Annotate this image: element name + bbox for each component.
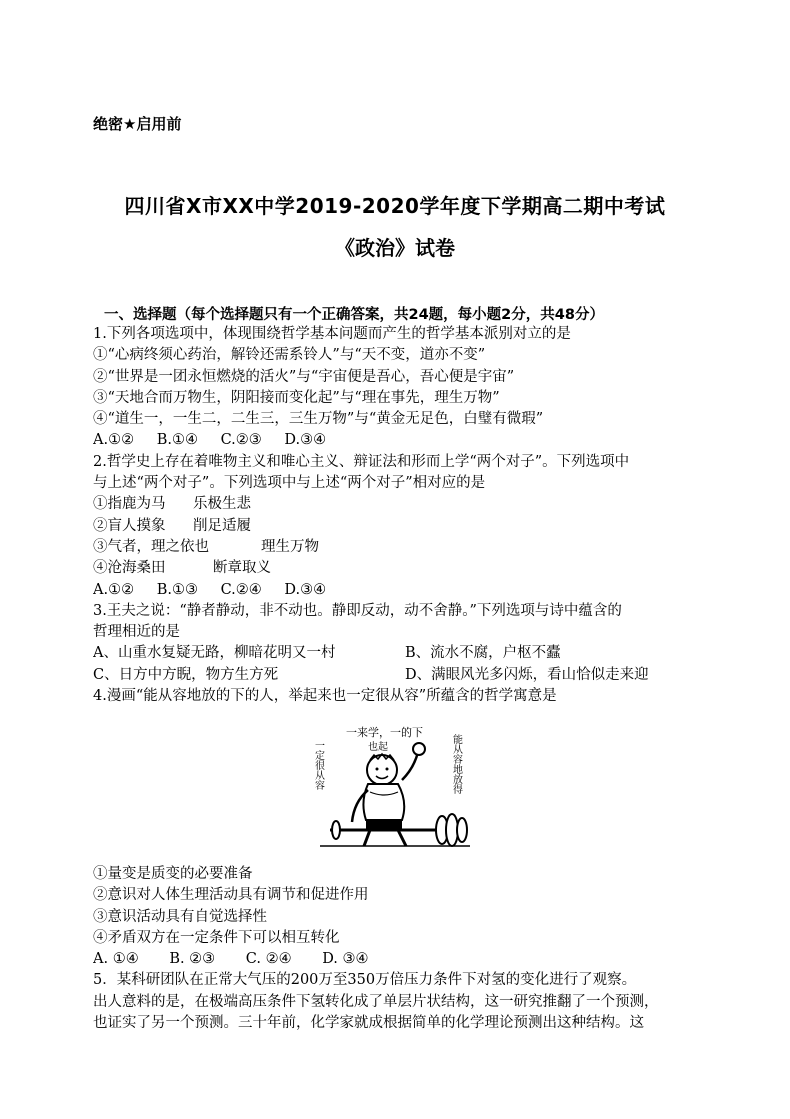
q2-item-a: ①指鹿为马: [93, 496, 166, 513]
svg-text:能从容地放得: 能从容地放得: [450, 734, 462, 794]
q3-option-d: D、满眼风光多闪烁，看山恰似走来迎: [405, 666, 649, 683]
q3-option-b: B、流水不腐，户枢不蠹: [405, 645, 561, 662]
q4-option-b: B. ②③: [169, 951, 216, 968]
cartoon-left-text: [313, 740, 325, 791]
q2-option-c: C.②④: [220, 581, 262, 598]
q1-item: ③“天地合而万物生，阴阳接而变化起”与“理在事先，理生万物”: [93, 389, 500, 406]
q3-stem: 3.王夫之说：“静者静动，非不动也。静即反动，动不舍静。”下列选项与诗中蕴含的: [93, 602, 622, 619]
q2-item: [93, 494, 703, 515]
q4-option-c: C. ②④: [245, 951, 292, 968]
exam-title: 四川省X市XX中学2019-2020学年度下学期高二期中考试: [124, 194, 666, 218]
q2-stem: 2.哲学史上存在着唯物主义和唯心主义、辩证法和形而上学“两个对子”。下列选项中: [93, 453, 630, 470]
q4-option-a: A. ①④: [93, 951, 139, 968]
q2-item-b: 削足适履: [193, 517, 251, 534]
q2-item-b: 断章取义: [213, 560, 271, 577]
q2-option-b: B.①③: [156, 581, 198, 598]
q4-option-d: D. ③④: [322, 951, 369, 968]
q4-item: ③意识活动具有自觉选择性: [93, 908, 267, 925]
q2-option-a: A.①②: [93, 581, 135, 598]
q1-item: ①“心病终须心药治，解铃还需系铃人”与“天不变，道亦不变”: [93, 347, 486, 364]
q2-item: [93, 558, 703, 579]
q3-option-c: C、日方中方睨，物方生方死: [93, 666, 279, 683]
q5-line: 5．某科研团队在正常大气压的200万至350万倍压力条件下对氢的变化进行了观察。: [93, 972, 637, 989]
q5-line: 也证实了另一个预测。三十年前，化学家就成根据简单的化学理论预测出这种结构。这: [93, 1015, 644, 1032]
q2-stem-cont: 与上述“两个对子”。下列选项中与上述“两个对子”相对应的是: [93, 475, 486, 492]
q4-item: ①量变是质变的必要准备: [93, 866, 253, 882]
q3-stem-cont: 哲理相近的是: [93, 624, 180, 641]
q2-item: [93, 516, 703, 537]
weightlifter-cartoon: [310, 722, 480, 852]
q5-line: 出人意料的是，在极端高压条件下氢转化成了单层片状结构，这一研究推翻了一个预测，: [93, 993, 659, 1010]
section-heading: 一、选择题（每个选择题只有一个正确答案，共24题，每小题2分，共48分）: [104, 307, 604, 323]
q3-option-a: A、山重水复疑无路，柳暗花明又一村: [93, 645, 336, 662]
q3-options-row1: [93, 643, 703, 664]
q1-options: [93, 430, 703, 451]
q4-item: ④矛盾双方在一定条件下可以相互转化: [93, 929, 340, 946]
q1-option-a: A.①②: [93, 432, 135, 449]
q2-item: [93, 537, 703, 558]
q1-option-d: D.③④: [284, 432, 327, 449]
q1-option-b: B.①④: [156, 432, 198, 449]
q4-item: ②意识对人体生理活动具有调节和促进作用: [93, 887, 369, 904]
q2-item-a: ③气者，理之依也: [93, 538, 209, 555]
q2-options: [93, 580, 703, 601]
cartoon-top-text: 一来学，一的下: [346, 726, 423, 739]
cartoon-top-text2: 也起: [368, 742, 388, 753]
q1-option-c: C.②③: [220, 432, 262, 449]
q1-item: ②“世界是一团永恒燃烧的活火”与“宇宙便是吾心，吾心便是宇宙”: [93, 368, 515, 385]
q3-options-row2: [93, 665, 703, 686]
q2-option-d: D.③④: [284, 581, 327, 598]
q2-item-b: 理生万物: [261, 538, 319, 555]
q2-item-a: ②盲人摸象: [93, 517, 166, 534]
q4-stem: 4.漫画“能从容地放的下的人，举起来也一定很从容”所蕴含的哲学寓意是: [93, 688, 557, 705]
q2-item-b: 乐极生悲: [193, 496, 251, 513]
questions-block-2: [93, 864, 703, 1034]
q1-stem: 1.下列各项选项中，体现围绕哲学基本问题而产生的哲学基本派别对立的是: [93, 326, 571, 342]
svg-text:一定很从容: 一定很从容: [312, 740, 324, 790]
questions-block: [93, 324, 703, 707]
q4-options: [93, 949, 703, 970]
q1-item: ④“道生一，一生二，二生三，三生万物”与“黄金无足色，白璧有微瑕”: [93, 411, 544, 428]
cartoon-right-text: [451, 733, 463, 795]
confidential-mark: 绝密★启用前: [93, 115, 182, 133]
exam-subtitle: 《政治》试卷: [335, 236, 455, 260]
q2-item-a: ④沧海桑田: [93, 560, 166, 577]
